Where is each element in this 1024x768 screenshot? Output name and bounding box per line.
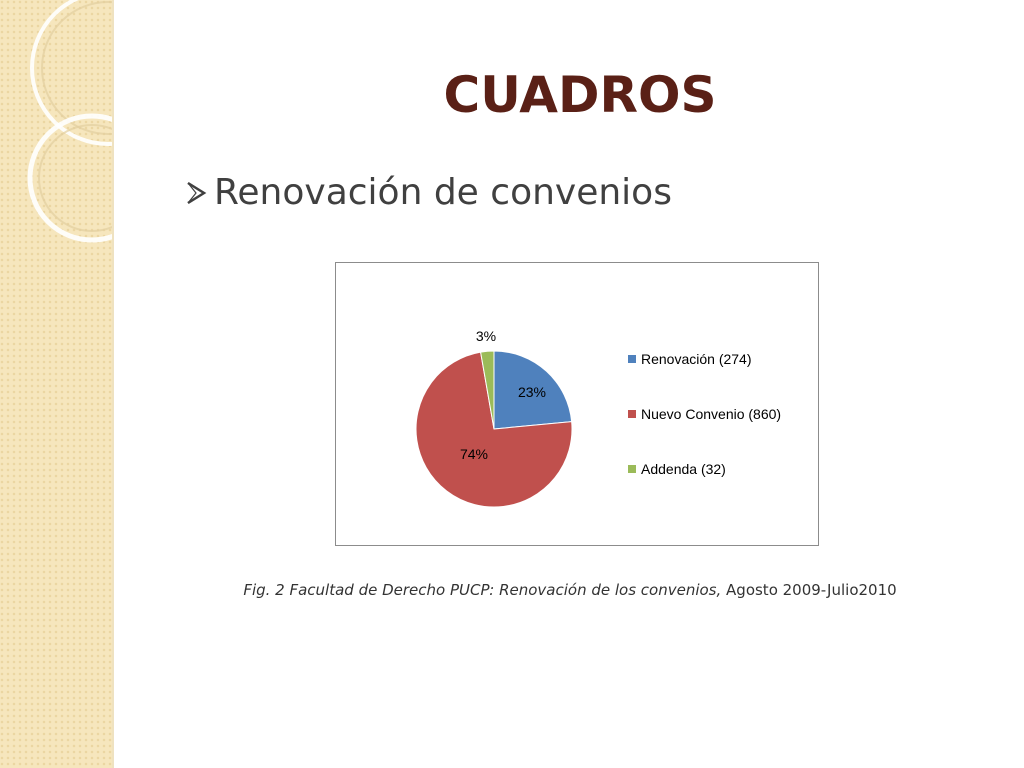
legend-item: [628, 459, 781, 479]
legend-swatch: [628, 355, 636, 363]
slide-title: CUADROS: [443, 66, 717, 124]
pie-data-label: 3%: [475, 328, 497, 344]
pie-data-label: 23%: [517, 384, 547, 400]
chart-legend: [628, 349, 781, 514]
figure-caption: [240, 581, 900, 599]
legend-item: [628, 404, 781, 424]
decorative-rings: [0, 0, 112, 768]
caption-italic: Fig. 2 Facultad de Derecho PUCP: Renovación de los convenios,: [243, 581, 722, 599]
pie-data-label: 74%: [459, 446, 489, 462]
bullet-item: [184, 172, 672, 213]
legend-swatch: [628, 410, 636, 418]
decorative-side-band: [0, 0, 114, 768]
caption-plain: Agosto 2009-Julio2010: [721, 581, 897, 599]
arrow-bullet-icon: [184, 179, 210, 207]
bullet-text: Renovación de convenios: [214, 172, 672, 213]
legend-label: Addenda (32): [641, 461, 726, 477]
legend-swatch: [628, 465, 636, 473]
legend-item: [628, 349, 781, 369]
legend-label: Nuevo Convenio (860): [641, 406, 782, 422]
legend-label: Renovación (274): [641, 351, 752, 367]
chart-frame: [335, 262, 819, 546]
